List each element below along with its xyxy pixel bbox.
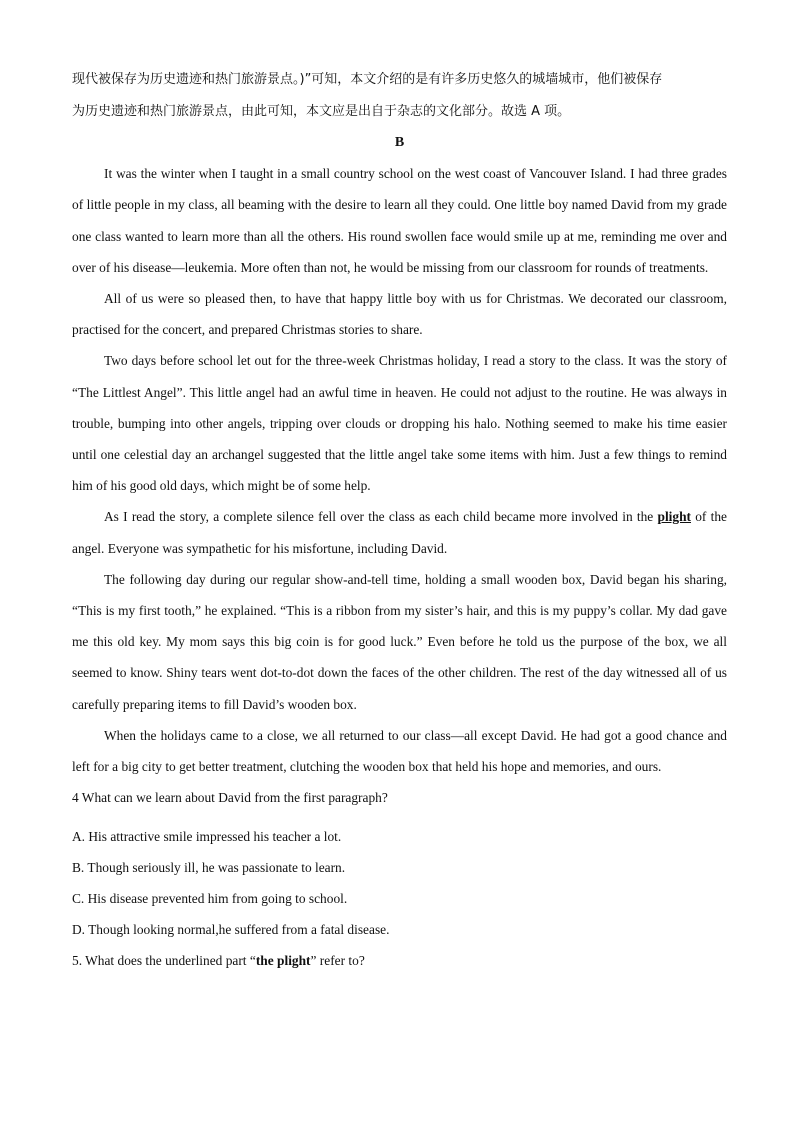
section-title: B [394,135,405,150]
question-4-option-c: C. His disease prevented him from going to school. [72,891,348,907]
passage-paragraph-6: When the holidays came to a close, we all returned to our class—all except David. He had got a good chance and left for a big city to get better treatment, clutching the wooden box that held his hope and memories, and ours. [72,727,727,775]
passage-paragraph-5: The following day during our regular show-and-tell time, holding a small wooden box, David began his sharing, “This is my first tooth,” he explained. “This is a ribbon from my sister’s hair, and this is my puppy’s collar. My dad gave me this old key. My mom says this big coin is for good luck.” Even before he told us the purpose of the box, we all seemed to know. Shiny tears went dot-to-dot down the faces of the other children. The rest of the day witnessed all of us carefully preparing items to fill David’s wooden box. [72,571,727,712]
passage-paragraph-4-before: As I read the story, a complete silence fell over the class as each child became more involved in the [104,509,658,525]
question-5-stem [72,945,727,976]
question-4 [72,782,727,945]
document-page [72,64,727,976]
question-5-stem-bold: the plight [255,953,311,969]
question-4-option-b: B. Though seriously ill, he was passionate to learn. [72,860,346,876]
question-5 [72,945,727,976]
question-4-option-a: A. His attractive smile impressed his teacher a lot. [72,829,342,845]
question-5-stem-before: 5. What does the underlined part “ [72,953,256,969]
answer-explanation-line-2: 为历史遗迹和热门旅游景点，由此可知，本文应是出自于杂志的文化部分。故选 A 项。 [72,103,571,119]
question-5-stem-after: ” refer to? [310,953,365,969]
question-4-options [72,821,727,945]
passage-paragraph-2: All of us were so pleased then, to have that happy little boy with us for Christmas. We decorated our classroom, practised for the concert, and prepared Christmas stories to share. [72,291,727,338]
question-4-stem: 4 What can we learn about David from the first paragraph? [72,790,388,806]
underlined-word-plight: plight [657,509,691,525]
passage-paragraph-4 [72,501,727,563]
answer-explanation-line-1: 现代被保存为历史遗迹和热门旅游景点。)”可知，本文介绍的是有许多历史悠久的城墙城市，他们被保存 [72,72,663,87]
passage-paragraph-4-after: of the angel. Everyone was sympathetic for his misfortune, including David. [72,509,727,556]
passage-paragraph-1: It was the winter when I taught in a small country school on the west coast of Vancouver Island. I had three grades of little people in my class, all beaming with the desire to learn all they could. One little boy named David from my grade one class wanted to learn more than all the others. His round swollen face would smile up at me, reminding me over and over of his disease—leukemia. More often than not, he would be missing from our classroom for rounds of treatments. [72,166,727,275]
question-4-option-d: D. Though looking normal,he suffered from a fatal disease. [72,922,390,938]
answer-explanation [72,64,727,127]
passage-paragraph-3: Two days before school let out for the three-week Christmas holiday, I read a story to the class. It was the story of “The Littlest Angel”. This little angel had an awful time in heaven. He could not adjust to the routine. He was always in trouble, bumping into other angels, tripping over clouds or dropping his halo. Nothing seemed to make his time easier until one celestial day an archangel suggested that the little angel take some items with him. Just a few things to remind him of his good old days, which might be of some help. [72,353,727,494]
